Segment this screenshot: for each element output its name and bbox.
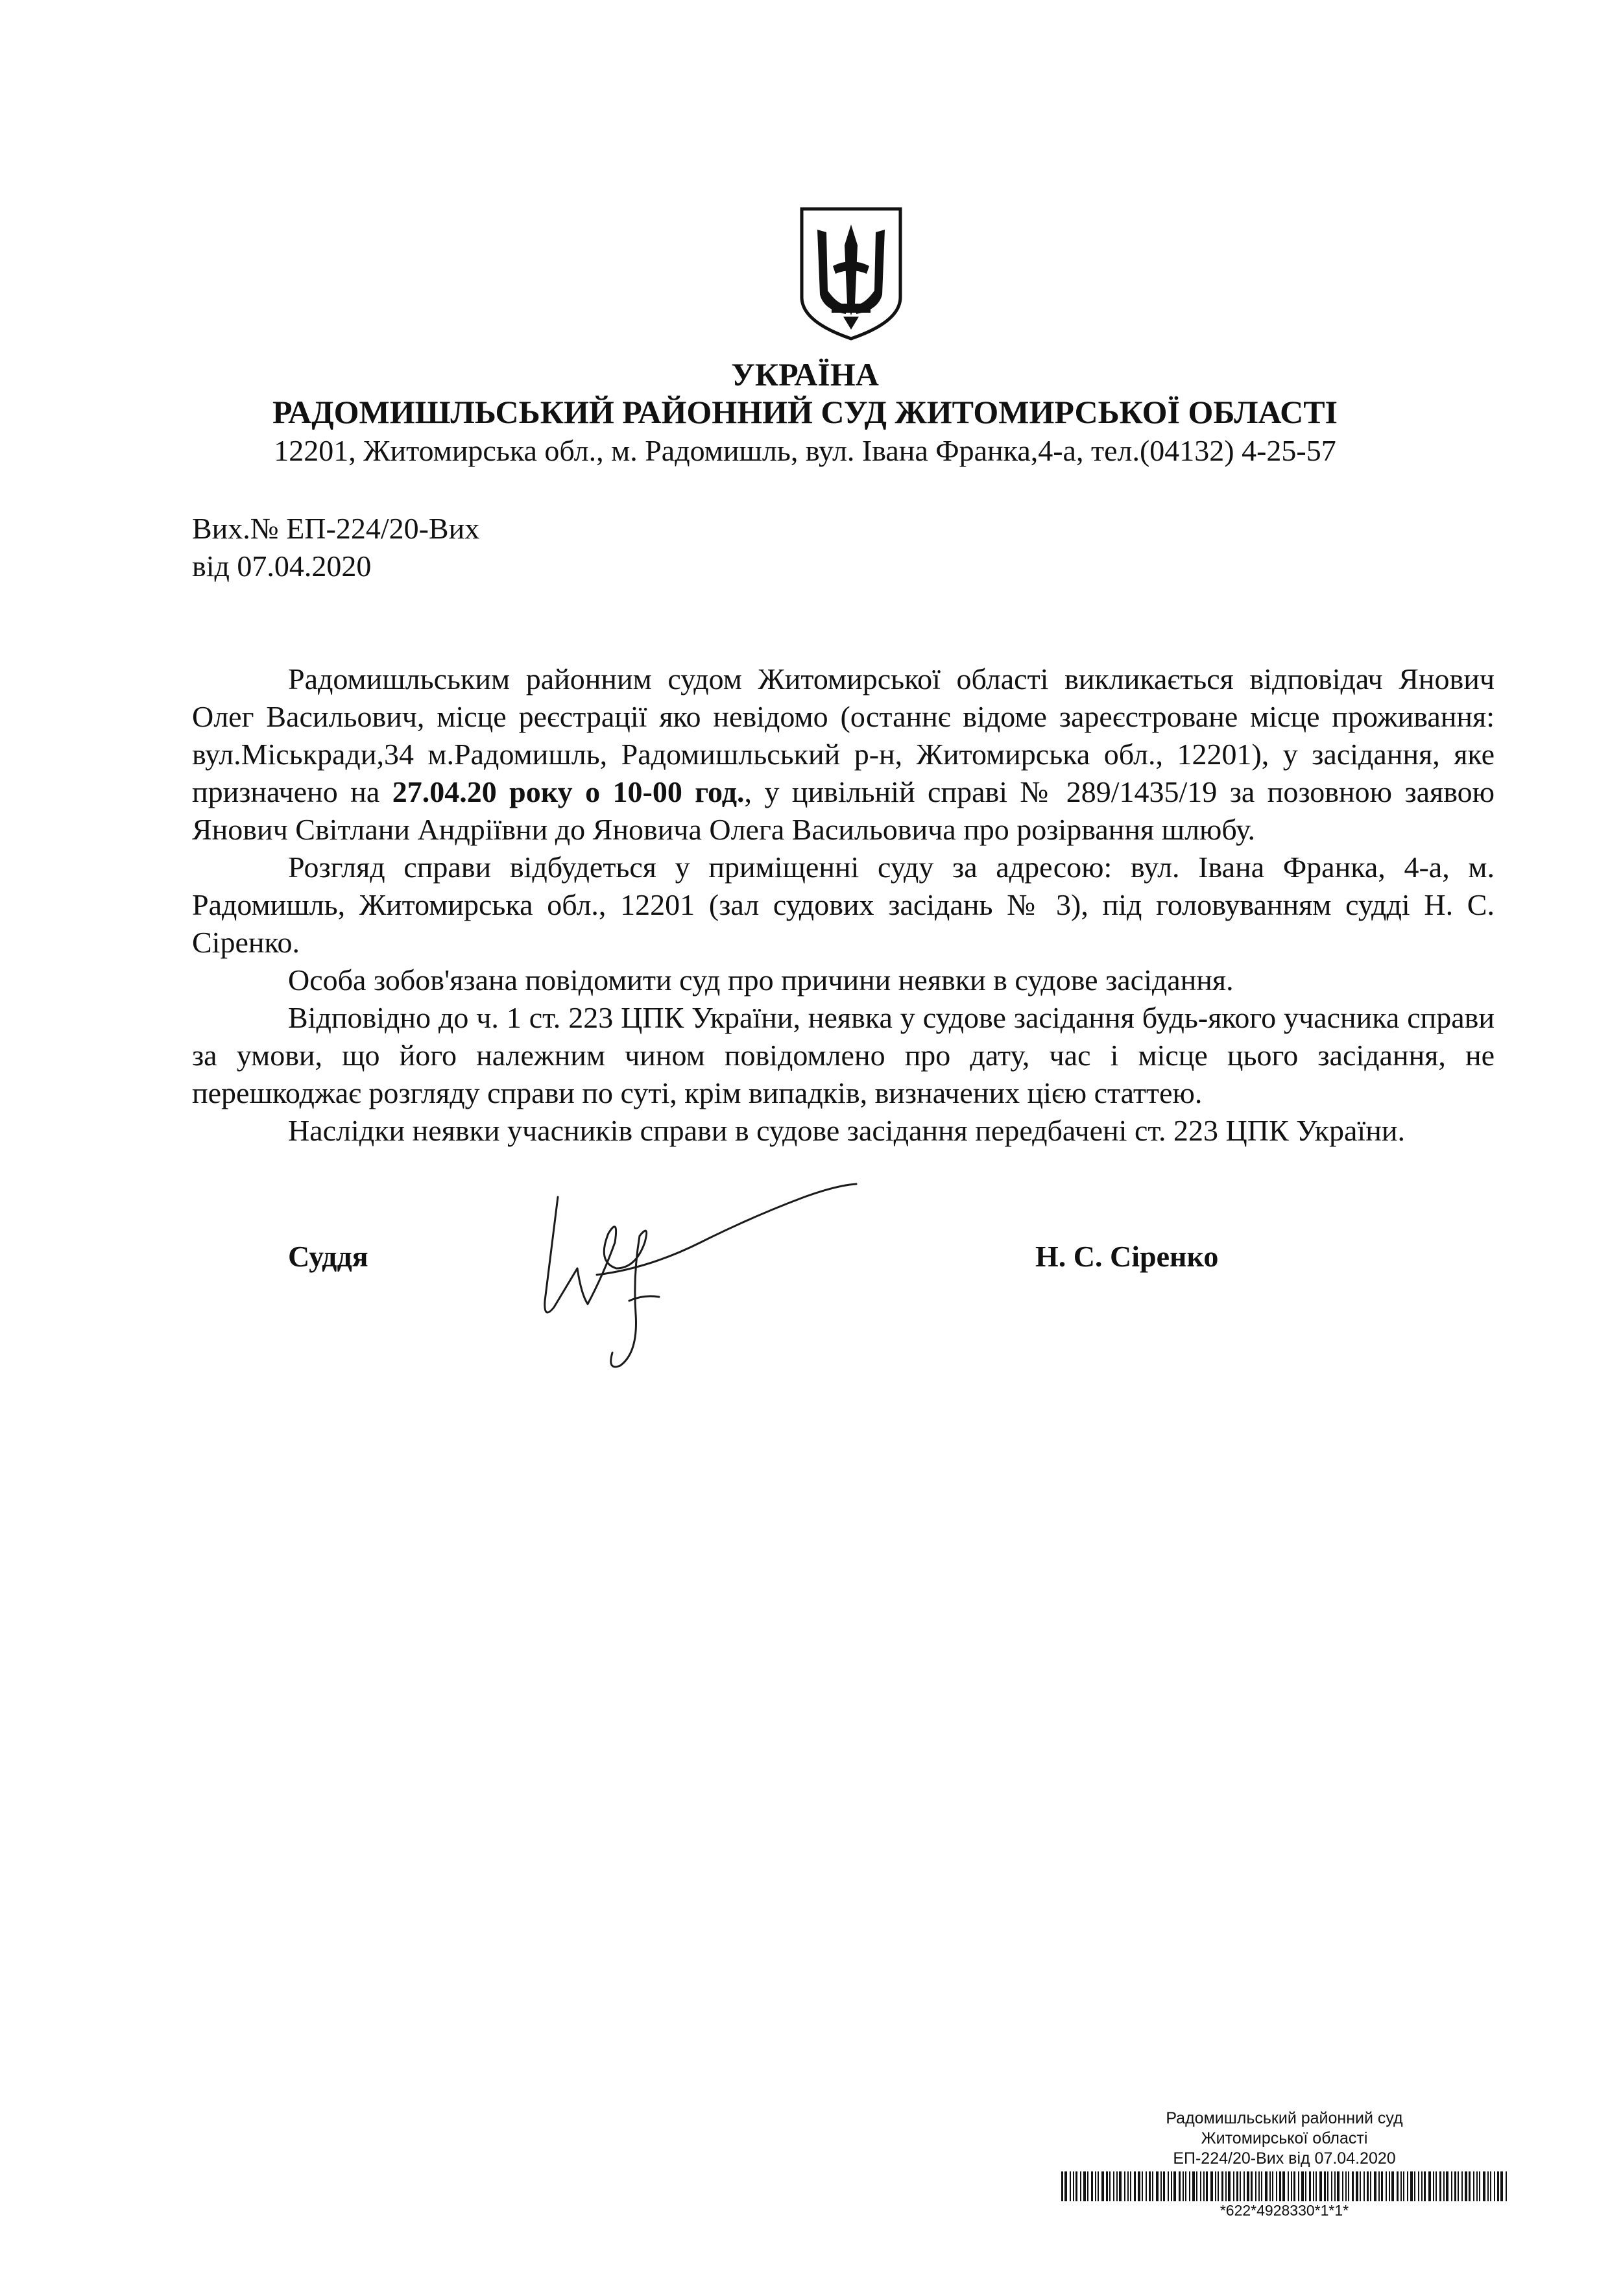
barcode-bar [1479, 2171, 1480, 2201]
judge-name: Н. С. Сіренко [1035, 1240, 1219, 1273]
barcode-bar [1345, 2171, 1347, 2201]
barcode [1057, 2171, 1511, 2201]
trident-coat-of-arms-icon [798, 206, 904, 341]
country-heading: УКРАЇНА [731, 356, 879, 393]
judge-title: Суддя [288, 1240, 368, 1273]
barcode-bar [1091, 2171, 1093, 2201]
barcode-bar [1075, 2171, 1077, 2201]
barcode-bar [1225, 2171, 1227, 2201]
barcode-bar [1185, 2171, 1186, 2201]
barcode-bar [1269, 2171, 1271, 2201]
barcode-bar [1451, 2171, 1452, 2201]
barcode-bar [1490, 2171, 1491, 2201]
barcode-bar [1152, 2171, 1153, 2201]
barcode-bar [1221, 2171, 1223, 2201]
barcode-bar [1500, 2171, 1503, 2201]
barcode-bar [1087, 2171, 1088, 2201]
barcode-bar [1301, 2171, 1304, 2201]
barcode-bar [1386, 2171, 1387, 2201]
barcode-bar [1272, 2171, 1273, 2201]
barcode-bar [1389, 2171, 1390, 2201]
barcode-bar [1138, 2171, 1140, 2201]
barcode-bar [1218, 2171, 1219, 2201]
barcode-bar [1210, 2171, 1213, 2201]
barcode-bar [1378, 2171, 1380, 2201]
stamp-number-line: ЕП-224/20-Вих від 07.04.2020 [1173, 2149, 1396, 2168]
barcode-bar [1149, 2171, 1151, 2201]
barcode-bar [1331, 2171, 1332, 2201]
barcode-bar [1410, 2171, 1413, 2201]
barcode-bar [1494, 2171, 1495, 2201]
barcode-bar [1473, 2171, 1474, 2201]
barcode-bar [1433, 2171, 1434, 2201]
barcode-bar [1168, 2171, 1169, 2201]
barcode-bar [1189, 2171, 1190, 2201]
barcode-bar [1061, 2171, 1063, 2201]
barcode-bar [1305, 2171, 1306, 2201]
barcode-bar [1337, 2171, 1340, 2201]
barcode-bar [1101, 2171, 1104, 2201]
barcode-bar [1458, 2171, 1459, 2201]
barcode-bar [1316, 2171, 1317, 2201]
barcode-bar [1146, 2171, 1147, 2201]
barcode-bar [1236, 2171, 1238, 2201]
barcode-bar [1203, 2171, 1205, 2201]
barcode-bar [1461, 2171, 1463, 2201]
barcode-bar [1265, 2171, 1268, 2201]
barcode-number: *622*4928330*1*1* [1220, 2202, 1349, 2219]
barcode-bar [1124, 2171, 1125, 2201]
barcode-bar [1360, 2171, 1361, 2201]
barcode-bar [1454, 2171, 1456, 2201]
barcode-bar [1247, 2171, 1249, 2201]
barcode-bar [1196, 2171, 1197, 2201]
barcode-bar [1391, 2171, 1394, 2201]
barcode-bar [1163, 2171, 1165, 2201]
barcode-bar [1414, 2171, 1415, 2201]
barcode-bar [1348, 2171, 1349, 2201]
barcode-bar [1109, 2171, 1111, 2201]
barcode-bar [1183, 2171, 1184, 2201]
summons-text-b: , у цивільній справі № 289/1435/19 за позовною заявою Янович Світлани Андріївни до Яновича Олега Васильовича про розірвання шлюбу. [192, 775, 1495, 846]
handwritten-signature [506, 1171, 869, 1392]
barcode-bar [1070, 2171, 1071, 2201]
barcode-bar [1324, 2171, 1326, 2201]
barcode-bar [1421, 2171, 1423, 2201]
barcode-bar [1279, 2171, 1281, 2201]
barcode-bar [1255, 2171, 1256, 2201]
barcode-bar [1403, 2171, 1404, 2201]
barcode-bar [1407, 2171, 1408, 2201]
barcode-bar [1156, 2171, 1159, 2201]
barcode-bar [1160, 2171, 1162, 2201]
barcode-bar [1098, 2171, 1099, 2201]
barcode-bar [1506, 2171, 1507, 2201]
outgoing-date: від 07.04.2020 [192, 550, 372, 583]
letter-body [192, 660, 1495, 1150]
barcode-bar [1342, 2171, 1343, 2201]
summons-text-a: Радомишльським районним судом Житомирської області викликається відповідач Янович Олег Васильович, місце реєстрації яко невідомо (останнє відоме зареєстроване місце проживання: вул.Міськради,34 м.Радомишль, Радомишльський р-н, Житомирська обл., 12201), у засідання, яке призначено на [192, 662, 1495, 808]
barcode-bar [1228, 2171, 1231, 2201]
barcode-bar [1309, 2171, 1311, 2201]
barcode-bar [1424, 2171, 1426, 2201]
court-address: 12201, Житомирська обл., м. Радомишль, вул. Івана Франка,4-а, тел.(04132) 4-25-57 [274, 434, 1336, 467]
barcode-bar [1192, 2171, 1195, 2201]
barcode-bar [1293, 2171, 1295, 2201]
barcode-bar [1276, 2171, 1277, 2201]
barcode-bar [1465, 2171, 1467, 2201]
barcode-bar [1313, 2171, 1314, 2201]
hearing-datetime: 27.04.20 року о 10-00 год. [392, 775, 745, 808]
barcode-bar [1080, 2171, 1081, 2201]
barcode-bar [1095, 2171, 1096, 2201]
barcode-bar [1064, 2171, 1067, 2201]
barcode-bar [1258, 2171, 1260, 2201]
barcode-bar [1397, 2171, 1399, 2201]
barcode-bar [1215, 2171, 1216, 2201]
barcode-bar [1251, 2171, 1253, 2201]
barcode-bar [1327, 2171, 1328, 2201]
barcode-bar [1367, 2171, 1369, 2201]
barcode-bar [1116, 2171, 1118, 2201]
paragraph-consequences: Наслідки неявки учасників справи в судове засідання передбачені ст. 223 ЦПК України. [288, 1114, 1405, 1147]
barcode-bar [1083, 2171, 1086, 2201]
barcode-bar [1476, 2171, 1478, 2201]
barcode-bar [1200, 2171, 1201, 2201]
barcode-bar [1113, 2171, 1114, 2201]
barcode-bar [1134, 2171, 1136, 2201]
barcode-bar [1073, 2171, 1074, 2201]
registration-stamp [1057, 2109, 1511, 2219]
barcode-bar [1436, 2171, 1437, 2201]
barcode-bar [1233, 2171, 1234, 2201]
paragraph-law: Відповідно до ч. 1 ст. 223 ЦПК України, неявка у судове засідання будь-якого учасника справи за умови, що його належним чином повідомлено про дату, час і місце цього засідання, не перешкоджає розгляду справи по суті, крім випадків, визначених цією статтею. [192, 1001, 1495, 1109]
barcode-bar [1483, 2171, 1485, 2201]
barcode-bar [1261, 2171, 1262, 2201]
barcode-bar [1291, 2171, 1292, 2201]
barcode-bar [1319, 2171, 1322, 2201]
barcode-bar [1352, 2171, 1354, 2201]
stamp-region-line: Житомирської області [1201, 2129, 1368, 2147]
barcode-bar [1334, 2171, 1336, 2201]
barcode-bar [1282, 2171, 1285, 2201]
barcode-bar [1364, 2171, 1365, 2201]
paragraph-venue: Розгляд справи відбудеться у приміщенні суду за адресою: вул. Івана Франка, 4-а, м. Радомишль, Житомирська обл., 12201 (зал судових засідань № 3), під головуванням судді Н. С. Сіренко. [192, 851, 1495, 959]
barcode-bar [1179, 2171, 1181, 2201]
barcode-bar [1428, 2171, 1431, 2201]
barcode-bar [1400, 2171, 1402, 2201]
barcode-bar [1469, 2171, 1471, 2201]
barcode-bar [1288, 2171, 1289, 2201]
barcode-bar [1244, 2171, 1245, 2201]
barcode-bar [1446, 2171, 1448, 2201]
barcode-bar [1298, 2171, 1299, 2201]
barcode-bar [1374, 2171, 1376, 2201]
barcode-bar [1130, 2171, 1131, 2201]
barcode-bar [1119, 2171, 1122, 2201]
barcode-bar [1497, 2171, 1499, 2201]
barcode-bar [1173, 2171, 1176, 2201]
barcode-bar [1240, 2171, 1241, 2201]
barcode-bar [1418, 2171, 1419, 2201]
stamp-court-line: Радомишльський районний суд [1166, 2109, 1403, 2127]
barcode-bar [1356, 2171, 1358, 2201]
barcode-bar [1439, 2171, 1441, 2201]
barcode-bar [1487, 2171, 1489, 2201]
barcode-bar [1443, 2171, 1445, 2201]
paragraph-obligation: Особа зобов'язана повідомити суд про причини неявки в судове засідання. [288, 963, 1234, 997]
paragraph-summons [192, 660, 1495, 849]
barcode-bar [1171, 2171, 1172, 2201]
barcode-bar [1206, 2171, 1208, 2201]
barcode-bar [1381, 2171, 1383, 2201]
barcode-bar [1106, 2171, 1108, 2201]
barcode-bar [1142, 2171, 1143, 2201]
court-name-heading: РАДОМИШЛЬСЬКИЙ РАЙОННИЙ СУД ЖИТОМИРСЬКОЇ ОБЛАСТІ [272, 394, 1338, 430]
barcode-bar [1370, 2171, 1371, 2201]
barcode-bar [1127, 2171, 1129, 2201]
outgoing-number: Вих.№ ЕП-224/20-Вих [192, 512, 480, 545]
